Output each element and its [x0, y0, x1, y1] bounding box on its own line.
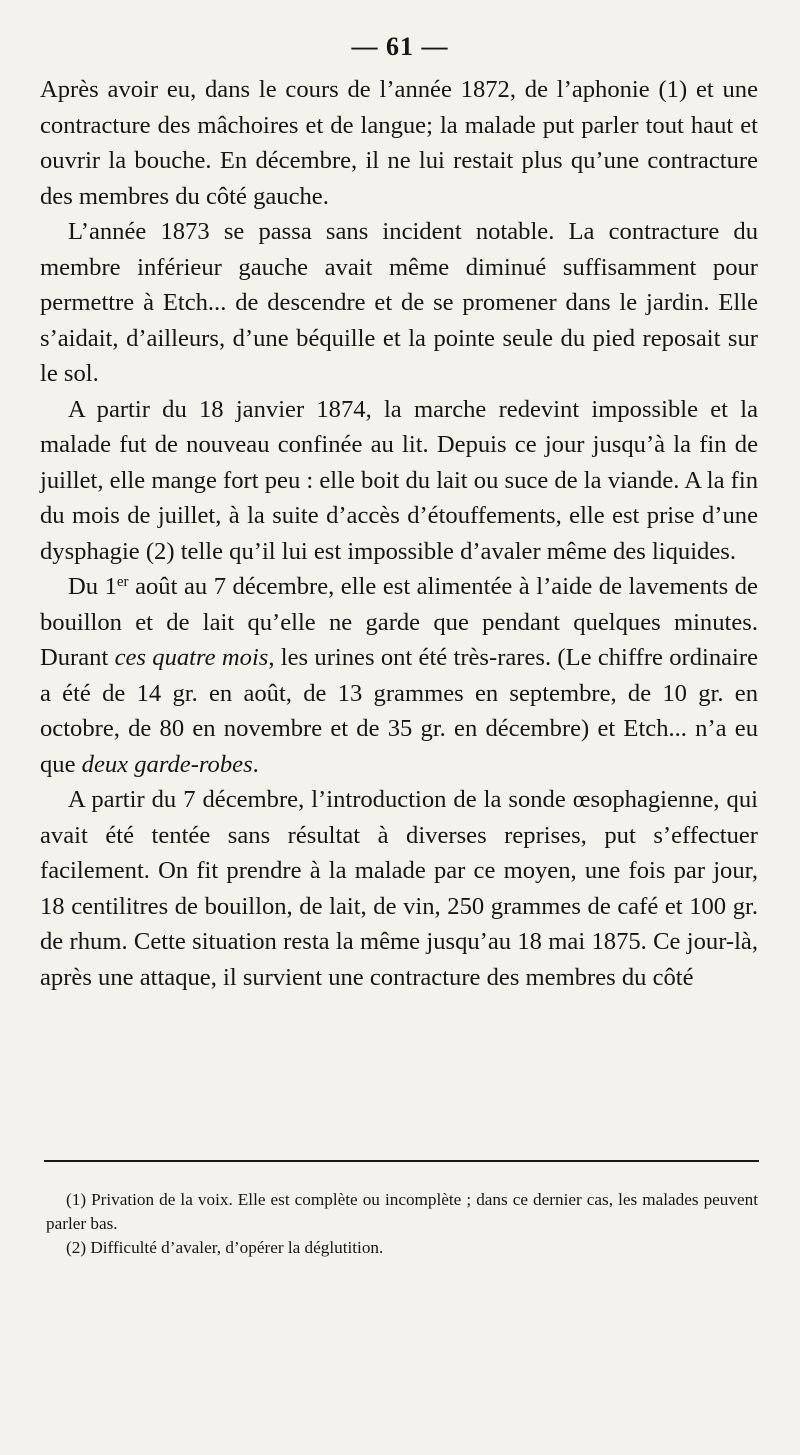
paragraph-5: A partir du 7 décembre, l’introduction de la sonde œsophagienne, qui avait été tentée sans résultat à diverses reprises, put s’effectuer facilement. On fit prendre à la malade par ce moyen, une fois par jour, 18 centilitres de bouillon, de lait, de vin, 250 grammes de café et 100 gr. de rhum. Cette situation resta la même jusqu’au 18 mai 1875. Ce jour-là, après une attaque, il survient une contracture des membres du côté [40, 786, 758, 991]
body-text [40, 72, 758, 995]
emphasis-ces-quatre-mois: ces quatre mois [114, 644, 269, 671]
paragraph-4-text-b: août au 7 décembre, elle est alimentée à l’aide de lavements de bouillon et de lait qu’elle ne garde que pendant quelques minutes. Durant [40, 573, 758, 671]
paragraph-4-text-a: Du 1 [68, 573, 117, 600]
footnote-2: (2) Difficulté d’avaler, d’opérer la déglutition. [66, 1238, 384, 1257]
footnotes [46, 1188, 758, 1260]
ordinal-superscript: er [116, 573, 129, 590]
paragraph-4 [40, 569, 758, 782]
footnote-separator [44, 1160, 759, 1162]
paragraph-4-text-c: , les urines ont été très-rares. (Le chiffre ordinaire a été de 14 gr. en août, de 13 grammes en septembre, de 10 gr. en octobre, de 80 en novembre et de 35 gr. en décembre) et Etch... n’a eu que [40, 644, 758, 778]
emphasis-deux-garde-robes: deux garde-robes [81, 750, 253, 778]
paragraph-2: L’année 1873 se passa sans incident notable. La contracture du membre inférieur gauche avait même diminué suffisamment pour permettre à Etch... de descendre et de se promener dans le jardin. Elle s’aidait, d’ailleurs, d’une béquille et la pointe seule du pied reposait sur le sol. [40, 218, 758, 387]
footnote-1: (1) Privation de la voix. Elle est complète ou incomplète ; dans ce dernier cas, les malades peuvent parler bas. [46, 1190, 758, 1233]
paragraph-3: A partir du 18 janvier 1874, la marche redevint impossible et la malade fut de nouveau confinée au lit. Depuis ce jour jusqu’à la fin de juillet, elle mange fort peu : elle boit du lait ou suce de la viande. A la fin du mois de juillet, à la suite d’accès d’étouffements, elle est prise d’une dysphagie (2) telle qu’il lui est impossible d’avaler même des liquides. [40, 395, 758, 565]
paragraph-4-text-d: . [252, 750, 259, 778]
page-number: — 61 — [351, 32, 449, 61]
paragraph-1: Après avoir eu, dans le cours de l’année 1872, de l’aphonie (1) et une contracture des mâchoires et de langue; la malade put parler tout haut et ouvrir la bouche. En décembre, il ne lui restait plus qu’une contracture des membres du côté gauche. [40, 76, 758, 210]
